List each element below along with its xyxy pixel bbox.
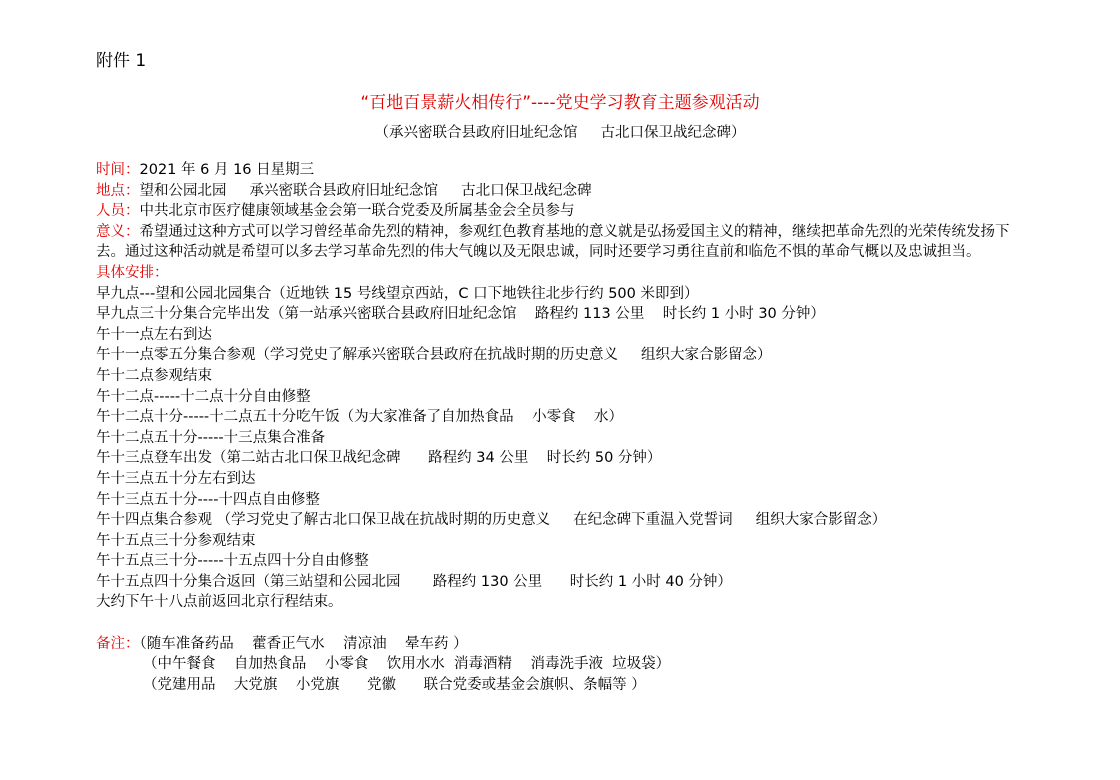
notes-line-2 <box>96 654 1036 675</box>
schedule-item: 午十三点登车出发（第二站古北口保卫战纪念碑 路程约 34 公里 时长约 50 分钟） <box>96 450 662 467</box>
meaning-value: 希望通过这种方式可以学习曾经革命先烈的精神，参观红色教育基地的意义就是弘扬爱国主义的精神，继续把革命先烈的光荣传统发扬下去。通过这种活动就是希望可以多去学习革命先烈的伟大气魄以及无限忠诚，同时还要学习勇往直前和临危不惧的革命气概以及忠诚担当。 <box>96 223 1010 261</box>
schedule-item: 午十二点十分-----十二点五十分吃午饭（为大家准备了自加热食品 小零食 水） <box>96 409 624 426</box>
meaning-label: 意义： <box>96 223 140 240</box>
info-time <box>96 160 1036 181</box>
place-label: 地点： <box>96 182 140 199</box>
attachment-label: 附件 1 <box>96 51 147 71</box>
section-spacer <box>96 613 1036 634</box>
schedule-item: 午十三点五十分左右到达 <box>96 470 256 487</box>
schedule-item: 午十二点参观结束 <box>96 367 212 384</box>
time-value: 2021 年 6 月 16 日星期三 <box>139 162 315 178</box>
document-title: “百地百景薪火相传行”----党史学习教育主题参观活动 <box>360 93 760 113</box>
schedule-item: 午十一点零五分集合参观（学习党史了解承兴密联合县政府在抗战时期的历史意义 组织大家合影留念） <box>96 347 772 364</box>
schedule-item: 午十五点三十分参观结束 <box>96 532 256 549</box>
people-label: 人员： <box>96 203 140 220</box>
notes-item: （随车准备药品 藿香正气水 清凉油 晕车药 ） <box>139 635 468 652</box>
info-people <box>96 201 1036 222</box>
schedule-item: 早九点三十分集合完毕出发（第一站承兴密联合县政府旧址纪念馆 路程约 113 公里 时长约 1 小时 30 分钟） <box>96 306 825 323</box>
schedule-item: 午十五点三十分-----十五点四十分自由修整 <box>96 553 369 570</box>
schedule-list <box>96 284 1036 614</box>
document-subtitle: （承兴密联合县政府旧址纪念馆 古北口保卫战纪念碑） <box>374 125 746 141</box>
place-value: 望和公园北园 承兴密联合县政府旧址纪念馆 古北口保卫战纪念碑 <box>139 182 592 199</box>
schedule-item: 大约下午十八点前返回北京行程结束。 <box>96 594 343 611</box>
info-place <box>96 181 1036 202</box>
schedule-item: 午十五点四十分集合返回（第三站望和公园北园 路程约 130 公里 时长约 1 小时 40 分钟） <box>96 573 732 590</box>
notes-item: （中午餐食 自加热食品 小零食 饮用水水 消毒酒精 消毒洗手液 垃圾袋） <box>143 656 671 673</box>
schedule-item: 午十四点集合参观 （学习党史了解古北口保卫战在抗战时期的历史意义 在纪念碑下重温入党誓词 组织大家合影留念） <box>96 512 887 529</box>
notes-label: 备注： <box>96 635 140 652</box>
people-value: 中共北京市医疗健康领域基金会第一联合党委及所属基金会全员参与 <box>139 203 575 220</box>
notes-line-3 <box>96 675 1036 696</box>
notes-line-1 <box>96 634 1036 655</box>
schedule-item: 午十二点-----十二点十分自由修整 <box>96 388 311 405</box>
document-body <box>96 160 1036 695</box>
schedule-item: 早九点---望和公园北园集合（近地铁 15 号线望京西站，C 口下地铁往北步行约 500 米即到） <box>96 285 699 302</box>
info-meaning <box>96 222 1036 263</box>
schedule-item: 午十三点五十分----十四点自由修整 <box>96 491 320 508</box>
schedule-item: 午十一点左右到达 <box>96 326 212 343</box>
notes-item: （党建用品 大党旗 小党旗 党徽 联合党委或基金会旗帜、条幅等 ） <box>143 676 646 693</box>
schedule-label: 具体安排： <box>96 264 169 281</box>
schedule-item: 午十二点五十分-----十三点集合准备 <box>96 429 326 446</box>
time-label: 时间： <box>96 162 140 178</box>
